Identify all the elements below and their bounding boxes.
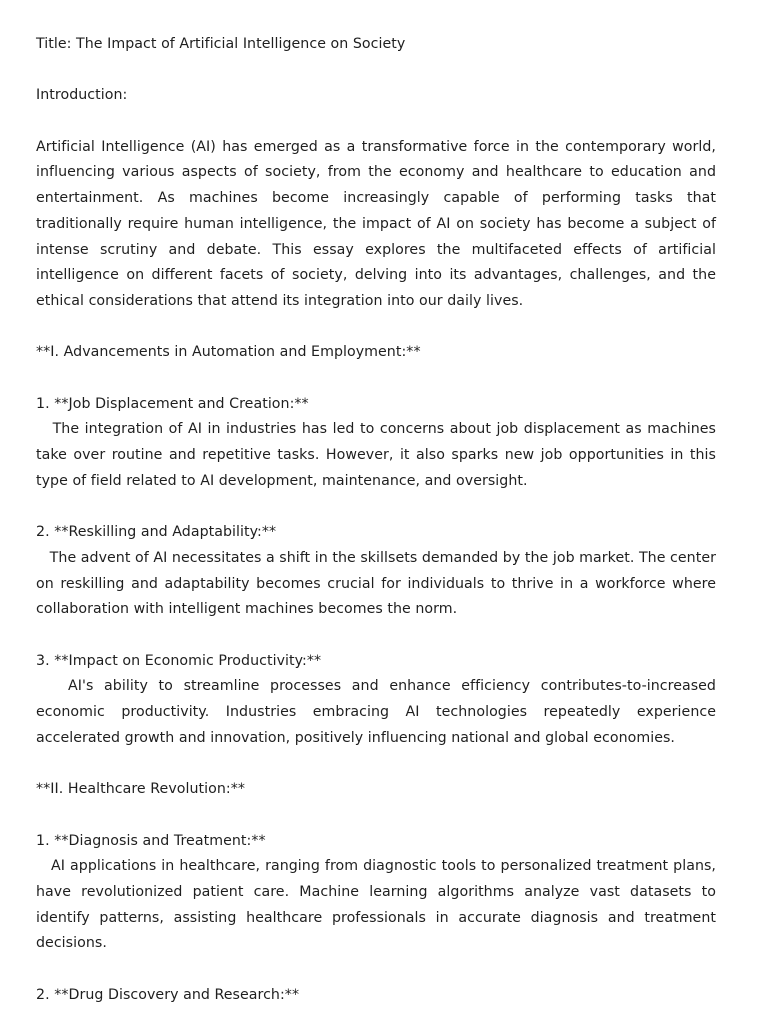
- list-item-heading: 1. **Diagnosis and Treatment:**: [36, 832, 266, 849]
- list-item-heading: 2. **Reskilling and Adaptability:**: [36, 524, 277, 541]
- section-heading-healthcare: **II. Healthcare Revolution:**: [36, 781, 246, 798]
- list-item-text: The advent of AI necessitates a shift in the skillsets demanded by the job market. The center on reskilling and adaptability becomes crucial for individuals to thrive in a workforce where collaboration with intelligent machines becomes the norm.: [36, 549, 716, 618]
- list-item-heading: 2. **Drug Discovery and Research:**: [36, 986, 300, 1003]
- list-item-diagnosis: [36, 829, 716, 958]
- list-item-text: The integration of AI in industries has led to concerns about job displacement as machines take over routine and repetitive tasks. However, it also sparks new job opportunities in this type of field related to AI development, maintenance, and oversight.: [36, 421, 716, 489]
- list-item-heading: 3. **Impact on Economic Productivity:**: [36, 652, 322, 669]
- list-item-drug-discovery: [36, 983, 716, 1009]
- list-item-text: AI's ability to streamline processes and enhance efficiency contributes-to-increased economic productivity. Industries embracing AI technologies repeatedly experience accelerated growth and innovation, positively influencing national and global economies.: [36, 678, 716, 746]
- section-heading-automation: **I. Advancements in Automation and Employment:**: [36, 344, 421, 361]
- list-item-job-displacement: [36, 392, 716, 495]
- document-title: Title: The Impact of Artificial Intelligence on Society: [36, 36, 406, 52]
- list-item-reskilling: [36, 520, 716, 623]
- intro-paragraph: Artificial Intelligence (AI) has emerged as a transformative force in the contemporary world, influencing various aspects of society, from the economy and healthcare to education and entertainment. As machines become increasingly capable of performing tasks that traditionally require human intelligence, the impact of AI on society has become a subject of intense scrutiny and debate. This essay explores the multifaceted effects of artificial intelligence on different facets of society, delving into its advantages, challenges, and the ethical considerations that attend its integration into our daily lives.: [36, 138, 716, 309]
- list-item-economic-productivity: [36, 649, 716, 752]
- list-item-text: AI applications in healthcare, ranging from diagnostic tools to personalized treatment plans, have revolutionized patient care. Machine learning algorithms analyze vast datasets to identify patterns, assisting healthcare professionals in accurate diagnosis and treatment decisions.: [36, 858, 716, 952]
- list-item-heading: 1. **Job Displacement and Creation:**: [36, 395, 309, 412]
- document-body: [36, 32, 716, 1034]
- intro-heading: Introduction:: [36, 87, 128, 104]
